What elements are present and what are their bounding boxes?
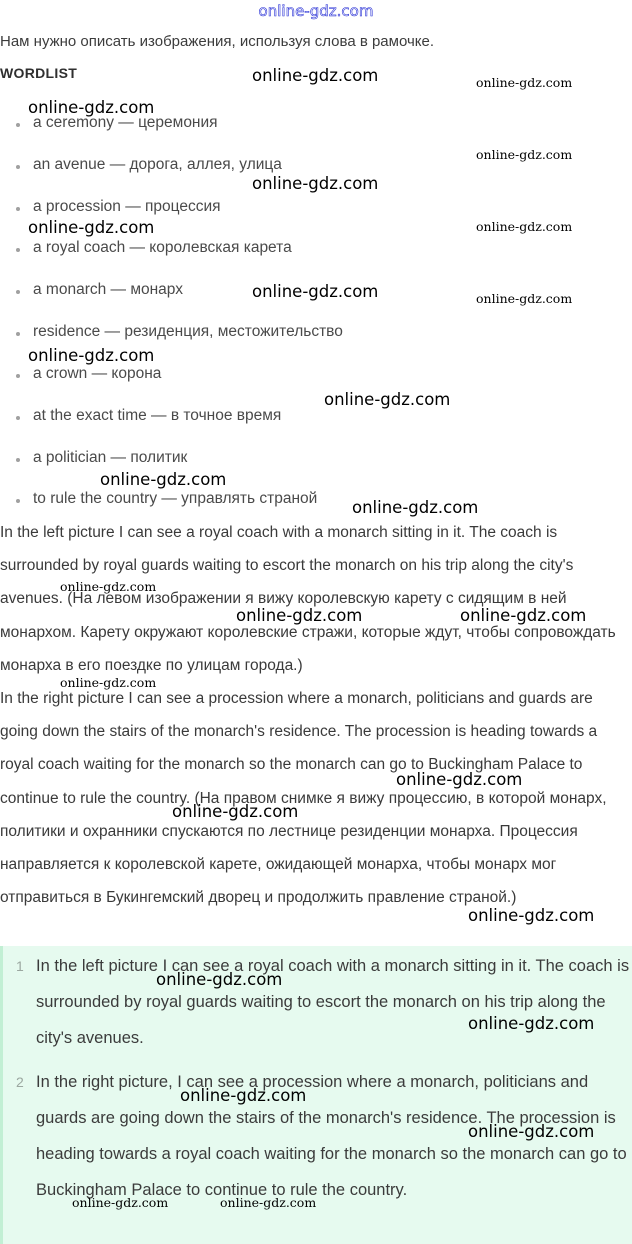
watermark: online-gdz.com [476,147,573,162]
watermark: online-gdz.com [172,802,299,821]
bullet-icon [16,165,20,169]
bullet-icon [16,207,20,211]
watermark: online-gdz.com [476,291,573,306]
bullet-icon [16,458,20,462]
answer-text: In the left picture I can see a royal coach with a monarch sitting in it. The coach is surrounded by royal guards waiting to escort the monarch on his trip along the city's avenues. [36,957,630,1047]
watermark: online-gdz.com [252,66,379,85]
watermark: online-gdz.com [220,1195,317,1210]
watermark: online-gdz.com [468,1014,595,1033]
answer-number: 2 [16,1074,24,1090]
answer-number: 1 [16,958,24,974]
watermark: online-gdz.com [252,282,379,301]
watermark: online-gdz.com [72,1195,169,1210]
watermark: online-gdz.com [468,1122,595,1141]
watermark: online-gdz.com [156,970,283,989]
watermark: online-gdz.com [60,675,157,690]
bullet-icon [16,248,20,252]
bullet-icon [16,499,20,503]
watermark: online-gdz.com [396,770,523,789]
bullet-icon [16,374,20,378]
watermark: online-gdz.com [460,606,587,625]
watermark: online-gdz.com [352,498,479,517]
intro-text: Нам нужно описать изображения, используя слова в рамочке. [0,33,435,50]
bullet-icon [16,332,20,336]
site-header-link[interactable]: online-gdz.com [258,2,374,20]
watermark: online-gdz.com [324,390,451,409]
wordlist-heading: WORDLIST [0,65,78,81]
bullet-icon [16,290,20,294]
paragraph-left-picture: In the left picture I can see a royal coach with a monarch sitting in it. The coach is surrounded by royal guards waiting to escort the monarch on his trip along the city's avenues. (На левом изображении я вижу королевскую карету с сидящим в ней монархом. Карету окружают королевские стражи, которые ждут, чтобы сопровождать монарха в его поездке по улицам города.) [0,524,616,674]
watermark: online-gdz.com [476,75,573,90]
answer-text: In the right picture, I can see a procession where a monarch, politicians and guards are going down the stairs of the monarch's residence. The procession is heading towards a royal coach waiting for the monarch so the monarch can go to Buckingham Palace to continue to rule the country. [36,1073,627,1199]
bullet-icon [16,123,20,127]
watermark: online-gdz.com [236,606,363,625]
watermark: online-gdz.com [468,906,595,925]
watermark: online-gdz.com [28,218,155,237]
watermark: online-gdz.com [252,174,379,193]
watermark: online-gdz.com [476,219,573,234]
watermark: online-gdz.com [60,579,157,594]
watermark: online-gdz.com [28,98,155,117]
watermark: online-gdz.com [100,470,227,489]
answers-block [0,946,632,1244]
watermark: online-gdz.com [28,346,155,365]
paragraph-right-picture: In the right picture I can see a procession where a monarch, politicians and guards are going down the stairs of the monarch's residence. The procession is heading towards a royal coach waiting for the monarch so the monarch can go to Buckingham Palace to continue to rule the country. (На правом снимке я вижу процессию, в которой монарх, политики и охранники спускаются по лестнице резиденции монарха. Процессия направляется к королевской карете, ожидающей монарха, чтобы монарх мог отправиться в Букингемский дворец и продолжить правление страной.) [0,690,607,907]
watermark: online-gdz.com [180,1086,307,1105]
bullet-icon [16,416,20,420]
